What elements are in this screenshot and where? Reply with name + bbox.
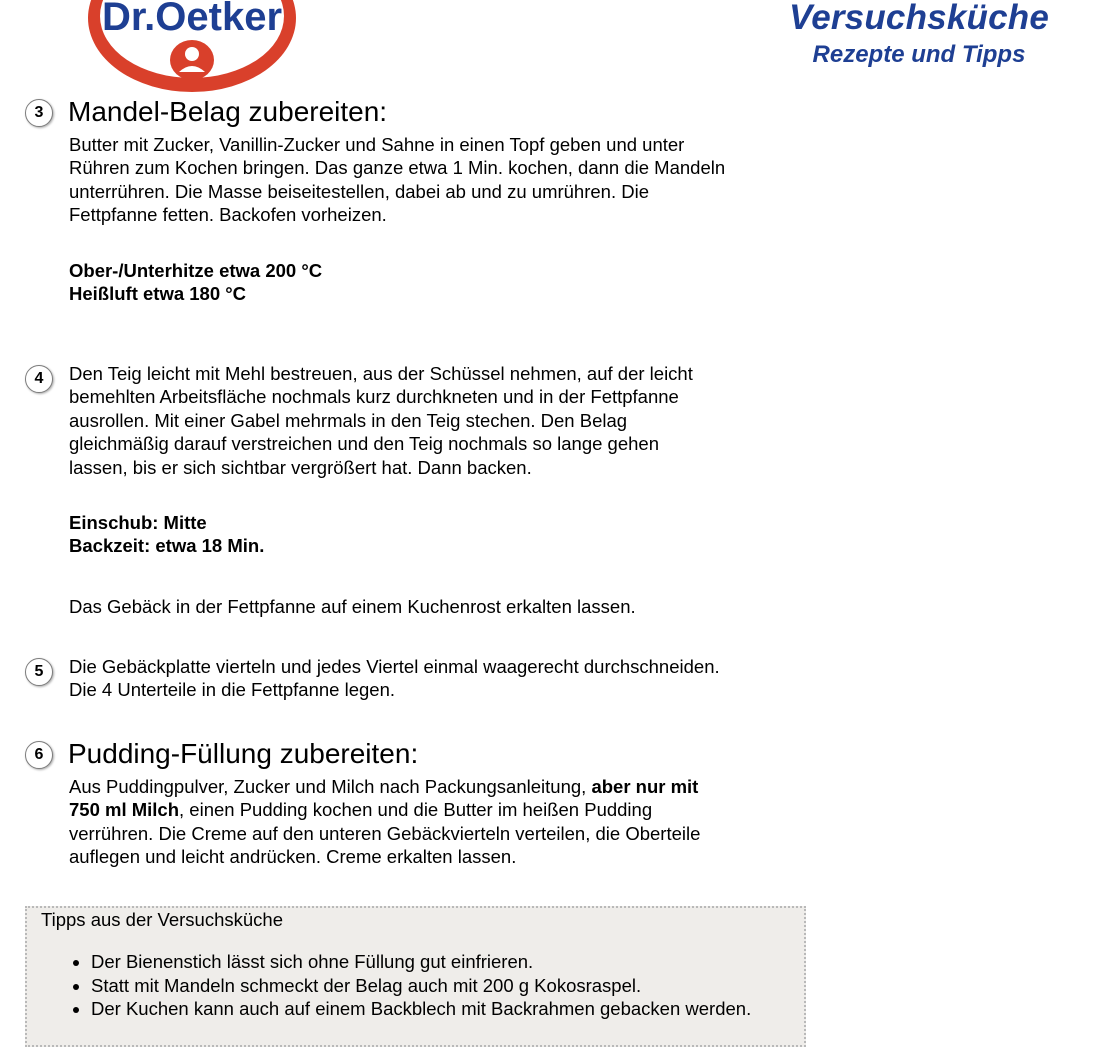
step-6-badge: 6 [25,741,53,769]
step-4-text [69,362,693,479]
step-6-title: Pudding-Füllung zubereiten: [68,738,419,769]
step-5-line: Die 4 Unterteile in die Fettpfanne legen. [69,679,396,701]
step-4-badge: 4 [25,365,53,393]
step-5-line: Die Gebäckplatte vierteln und jedes Viertel einmal waagerecht durchschneiden. [69,656,720,677]
step-3-text [69,133,725,227]
tips-list [47,950,751,1021]
step-6-milk-amount: 750 ml Milch [69,799,180,821]
tips-heading: Tipps aus der Versuchsküche [41,909,283,930]
baking-settings [69,511,264,558]
header-brand-block [789,0,1049,70]
step-3-line: Rühren zum Kochen bringen. Das ganze etwa 1 Min. kochen, dann die Mandeln [69,157,726,179]
cooling-instruction: Das Gebäck in der Fettpfanne auf einem Kuchenrost erkalten lassen. [69,596,636,617]
logo-silhouette-head [185,47,199,61]
step-3-line: unterrühren. Die Masse beiseitestellen, dabei ab und zu umrühren. Die [69,180,649,202]
header-title: Versuchsküche [788,0,1049,37]
temp-top-bottom: Ober-/Unterhitze etwa 200 °C [69,260,323,281]
step-4-line: Den Teig leicht mit Mehl bestreuen, aus der Schüssel nehmen, auf der leicht [69,363,693,384]
step-4-line: ausrollen. Mit einer Gabel mehrmals in den Teig stechen. Den Belag [69,409,628,431]
step-6-line: auflegen und leicht andrücken. Creme erkalten lassen. [69,846,517,868]
tip-item: • Statt mit Mandeln schmeckt der Belag auch mit 200 g Kokosraspel. [91,974,751,998]
step-6-line [69,775,700,798]
step-6-line2-regular: , einen Pudding kochen und die Butter im heißen Pudding [179,799,653,821]
step-6-line1-regular: Aus Puddingpulver, Zucker und Milch nach Packungsanleitung, [69,776,592,797]
dr-oetker-logo [84,0,300,96]
step-5-badge: 5 [25,658,53,686]
tip-item: • Der Bienenstich lässt sich ohne Füllung gut einfrieren. [91,950,751,974]
step-3-line: Fettpfanne fetten. Backofen vorheizen. [69,204,387,226]
step-6-line1-bold: aber nur mit [591,776,699,797]
step-6-line: verrühren. Die Creme auf den unteren Gebäckvierteln verteilen, die Oberteile [69,822,701,844]
step-3-badge: 3 [25,99,53,127]
temp-hot-air: Heißluft etwa 180 °C [69,283,247,305]
step-6-text [69,775,700,869]
step-3-line: Butter mit Zucker, Vanillin-Zucker und Sahne in einen Topf geben und unter [69,134,685,155]
shelf-position: Einschub: Mitte [69,512,207,533]
step-5-text [69,655,720,702]
bake-time: Backzeit: etwa 18 Min. [69,535,265,557]
step-3-title: Mandel-Belag zubereiten: [68,96,388,127]
step-4-line: gleichmäßig darauf verstreichen und den Teig nochmals so lange gehen [69,433,659,455]
step-6-line [69,798,700,821]
step-4-line: lassen, bis er sich sichtbar vergrößert hat. Dann backen. [69,456,532,478]
oven-settings [69,259,322,306]
header-subtitle: Rezepte und Tipps [812,41,1026,68]
tip-item: • Der Kuchen kann auch auf einem Backblech mit Backrahmen gebacken werden. [91,997,751,1021]
logo-graphic [84,0,300,96]
tips-box [25,906,806,1047]
logo-wordmark: Dr.Oetker [101,0,283,39]
step-4-line: bemehlten Arbeitsfläche nochmals kurz durchkneten und in der Fettpfanne [69,386,679,408]
